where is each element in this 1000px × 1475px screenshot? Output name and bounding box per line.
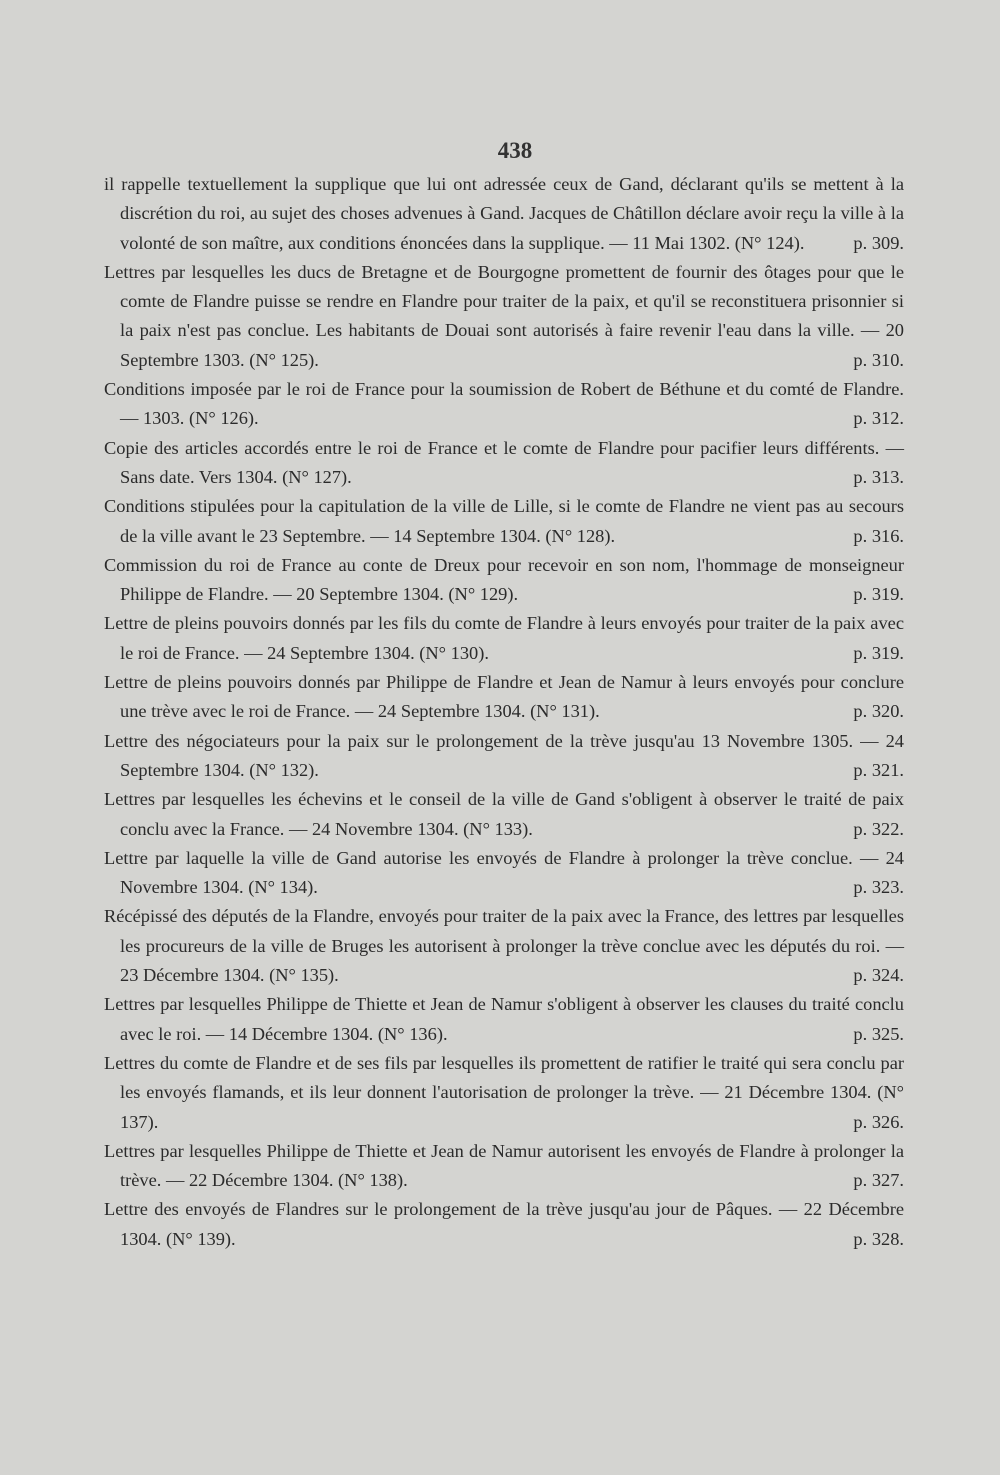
entry-124 <box>104 170 904 258</box>
entry-text: Lettre des négociateurs pour la paix sur le prolongement de la trève jusqu'au 13 Novembre 1305. — 24 Septembre 1304. (N° 132). <box>104 730 904 780</box>
document-entries <box>104 170 904 1254</box>
entry-138 <box>104 1137 904 1196</box>
entry-text: Lettre des envoyés de Flandres sur le prolongement de la trève jusqu'au jour de Pâques. — 22 Décembre 1304. (N° 139). <box>104 1199 904 1249</box>
entry-130 <box>104 609 904 668</box>
entry-text: il rappelle textuellement la supplique que lui ont adressée ceux de Gand, déclarant qu'ils se mettent à la discrétion du roi, au sujet des choses advenues à Gand. Jacques de Châtillon déclare avoir reçu la ville à la volonté de son maître, aux conditions énoncées dans la supplique. — 11 Mai 1302. (N° 124). <box>104 174 904 253</box>
entry-text: Lettre de pleins pouvoirs donnés par Philippe de Flandre et Jean de Namur à leurs envoyés pour conclure une trève avec le roi de France. — 24 Septembre 1304. (N° 131). <box>104 672 904 722</box>
page-reference: p. 327. <box>853 1170 904 1191</box>
entry-132 <box>104 727 904 786</box>
page-reference: p. 316. <box>853 525 904 546</box>
page-reference: p. 313. <box>853 466 904 487</box>
entry-text: Lettres par lesquelles les ducs de Bretagne et de Bourgogne promettent de fournir des ôtages pour que le comte de Flandre puisse se rendre en Flandre pour traiter de la paix, et qu'il se reconstituera prisonnier si la paix n'est pas conclue. Les habitants de Douai sont autorisés à faire revenir l'eau dans la ville. — 20 Septembre 1303. (N° 125). <box>104 261 904 370</box>
page-reference: p. 328. <box>853 1228 904 1249</box>
entry-128 <box>104 492 904 551</box>
page-reference: p. 326. <box>853 1111 904 1132</box>
entry-125 <box>104 258 904 375</box>
entry-text: Commission du roi de France au conte de Dreux pour recevoir en son nom, l'hommage de monseigneur Philippe de Flandre. — 20 Septembre 1304. (N° 129). <box>104 554 904 605</box>
entry-135 <box>104 902 904 990</box>
entry-text: Récépissé des députés de la Flandre, envoyés pour traiter de la paix avec la France, des lettres par lesquelles les procureurs de la ville de Bruges les autorisent à prolonger la trève conclue avec les députés du roi. — 23 Décembre 1304. (N° 135). <box>104 906 904 986</box>
entry-139 <box>104 1195 904 1254</box>
page-reference: p. 312. <box>853 408 904 429</box>
entry-text: Lettres par lesquelles Philippe de Thiette et Jean de Namur autorisent les envoyés de Flandre à prolonger la trève. — 22 Décembre 1304. (N° 138). <box>104 1140 904 1191</box>
page-number: 438 <box>497 138 533 163</box>
page-reference: p. 322. <box>853 818 904 839</box>
entry-126 <box>104 375 904 434</box>
page-reference: p. 320. <box>853 701 904 722</box>
entry-text: Lettres par lesquelles Philippe de Thiette et Jean de Namur s'obligent à observer les clauses du traité conclu avec le roi. — 14 Décembre 1304. (N° 136). <box>104 994 904 1044</box>
page-reference: p. 321. <box>853 759 904 780</box>
page-reference: p. 324. <box>853 965 904 986</box>
entry-text: Conditions imposée par le roi de France pour la soumission de Robert de Béthune et du comté de Flandre. — 1303. (N° 126). <box>104 379 904 429</box>
page-reference: p. 323. <box>853 877 904 898</box>
entry-129 <box>104 551 904 610</box>
entry-text: Lettre de pleins pouvoirs donnés par les fils du comte de Flandre à leurs envoyés pour traiter de la paix avec le roi de France. — 24 Septembre 1304. (N° 130). <box>104 613 904 663</box>
page-reference: p. 310. <box>853 349 904 370</box>
entry-text: Lettres du comte de Flandre et de ses fils par lesquelles ils promettent de ratifier le traité qui sera conclu par les envoyés flamands, et ils leur donnent l'autorisation de prolonger la trève. — 21 Décembre 1304. (N° 137). <box>104 1052 904 1132</box>
entry-text: Conditions stipulées pour la capitulation de la ville de Lille, si le comte de Flandre ne vient pas au secours de la ville avant le 23 Septembre. — 14 Septembre 1304. (N° 128). <box>104 496 904 546</box>
entry-136 <box>104 990 904 1049</box>
page-reference: p. 319. <box>853 584 904 605</box>
entry-text: Lettre par laquelle la ville de Gand autorise les envoyés de Flandre à prolonger la trève conclue. — 24 Novembre 1304. (N° 134). <box>104 847 904 898</box>
page-reference: p. 319. <box>853 642 904 663</box>
entry-text: Lettres par lesquelles les échevins et le conseil de la ville de Gand s'obligent à observer le traité de paix conclu avec la France. — 24 Novembre 1304. (N° 133). <box>104 789 904 839</box>
entry-134 <box>104 844 904 903</box>
entry-137 <box>104 1049 904 1137</box>
entry-131 <box>104 668 904 727</box>
entry-127 <box>104 434 904 493</box>
entry-133 <box>104 785 904 844</box>
page-reference: p. 309. <box>853 232 904 253</box>
entry-text: Copie des articles accordés entre le roi de France et le comte de Flandre pour pacifier leurs différents. — Sans date. Vers 1304. (N° 127). <box>104 437 904 487</box>
page-reference: p. 325. <box>853 1023 904 1044</box>
